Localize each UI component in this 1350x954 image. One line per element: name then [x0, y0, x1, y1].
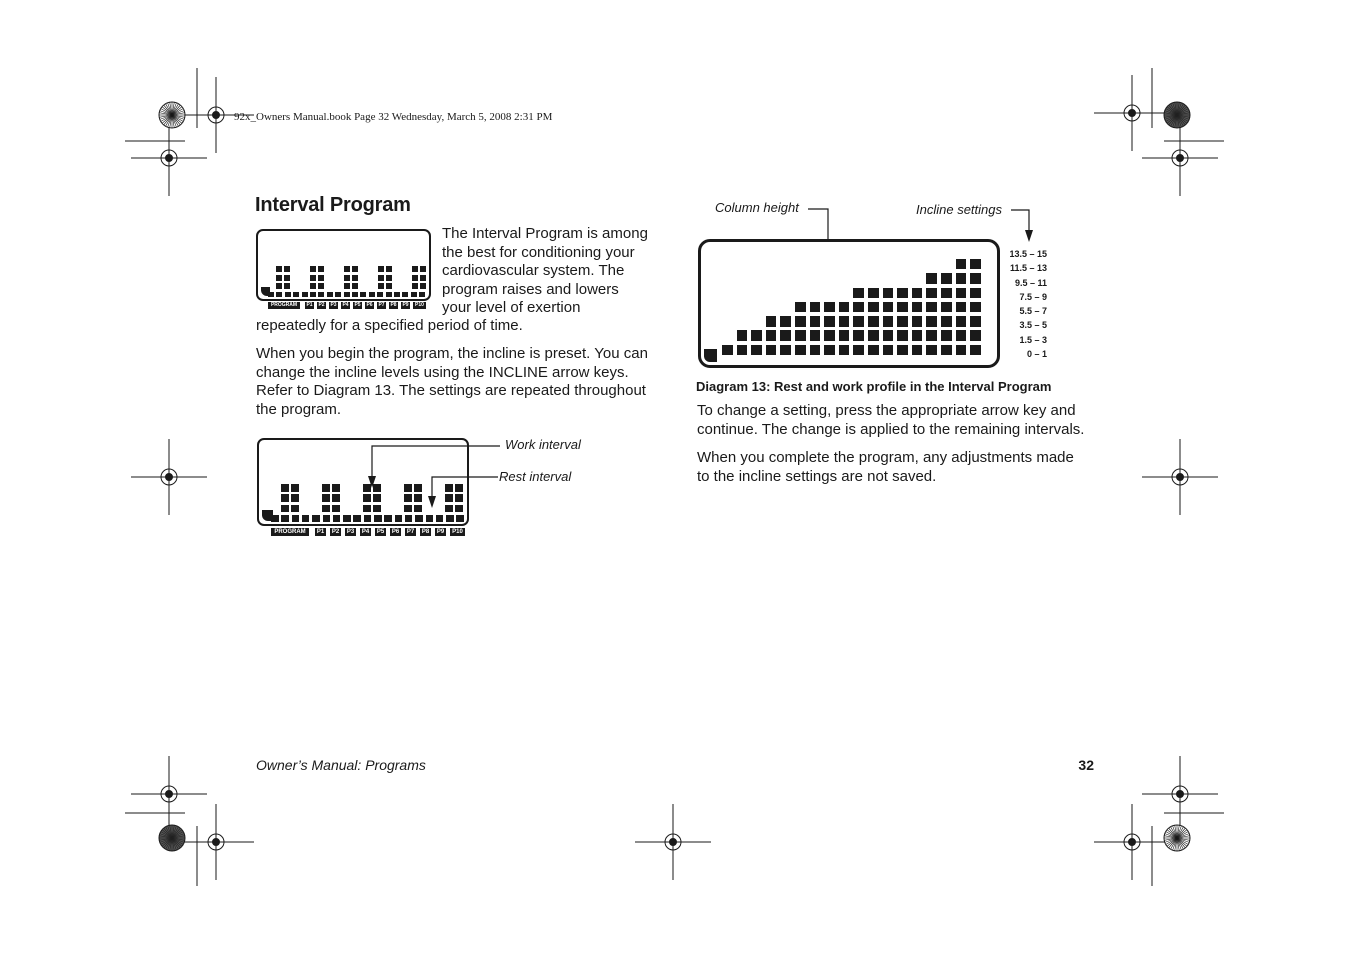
lcd-baseline-cell	[377, 292, 383, 297]
lcd-work-cell	[412, 275, 418, 281]
lcd-baseline-cell	[344, 292, 350, 297]
lcd-work-cell	[386, 266, 392, 272]
profile-column-cell	[912, 330, 923, 341]
crosshair-mark-icon	[131, 756, 207, 832]
profile-column-cell	[912, 316, 923, 327]
rest-interval-label: Rest interval	[499, 469, 572, 484]
intro-line: the best for conditioning your	[442, 243, 635, 261]
lcd-work-cell	[310, 266, 316, 272]
profile-column-cell	[839, 345, 850, 356]
profile-column-cell	[780, 316, 791, 327]
lcd-work-cell	[291, 484, 299, 492]
paragraph-line: the program.	[256, 400, 342, 418]
crosshair-mark-icon	[131, 439, 207, 515]
diagram13-caption: Diagram 13: Rest and work profile in the Interval Program	[696, 379, 1052, 394]
intro-line: program raises and lowers	[442, 280, 619, 298]
lcd-baseline-cell	[386, 292, 392, 297]
profile-column-cell	[970, 259, 981, 270]
lcd-work-cell	[281, 494, 289, 502]
profile-column-cell	[853, 345, 864, 356]
profile-column-cell	[810, 302, 821, 313]
lcd-baseline-cell	[419, 292, 425, 297]
profile-column-cell	[941, 273, 952, 284]
preset-tab-p3: P3	[330, 302, 337, 308]
preset-tab-p5: P5	[376, 529, 385, 535]
lcd-work-cell	[352, 275, 358, 281]
lcd-work-cell	[310, 283, 316, 289]
preset-tab-p9: P9	[402, 302, 409, 308]
profile-column-cell	[853, 316, 864, 327]
starburst-mark-icon	[1164, 102, 1190, 128]
lcd-baseline-cell	[276, 292, 282, 297]
profile-column-cell	[751, 330, 762, 341]
profile-column-cell	[824, 330, 835, 341]
profile-column-cell	[970, 330, 981, 341]
work-interval-label: Work interval	[505, 437, 581, 452]
profile-column-cell	[766, 330, 777, 341]
profile-column-cell	[853, 302, 864, 313]
lcd-work-cell	[318, 283, 324, 289]
lcd-baseline-cell	[352, 292, 358, 297]
book-header-line: 92x_Owners Manual.book Page 32 Wednesday, March 5, 2008 2:31 PM	[234, 111, 553, 123]
profile-column-cell	[941, 302, 952, 313]
crosshair-mark-icon	[178, 804, 254, 880]
lcd-work-cell	[284, 283, 290, 289]
preset-tab-p3: P3	[346, 529, 355, 535]
profile-column-cell	[956, 302, 967, 313]
profile-column-cell	[766, 316, 777, 327]
lcd-work-cell	[291, 505, 299, 513]
profile-column-cell	[795, 316, 806, 327]
preset-tab-p10: P10	[413, 302, 426, 309]
preset-tab-p5: P5	[354, 302, 361, 308]
profile-column-cell	[853, 330, 864, 341]
profile-column-cell	[780, 345, 791, 356]
lcd-work-cell	[291, 494, 299, 502]
program-tab: PROGRAM	[271, 528, 309, 536]
paragraph-line: When you complete the program, any adjustments made	[697, 449, 1074, 466]
lcd-work-cell	[420, 275, 426, 281]
profile-column-cell	[883, 345, 894, 356]
profile-column-cell	[810, 345, 821, 356]
lcd-baseline-cell	[394, 292, 400, 297]
preset-tab-p4: P4	[342, 302, 349, 308]
profile-column-cell	[883, 288, 894, 299]
profile-column-cell	[839, 330, 850, 341]
lcd-work-cell	[281, 505, 289, 513]
incline-scale-label: 13.5 – 15	[1009, 249, 1047, 259]
profile-column-cell	[956, 259, 967, 270]
profile-column-cell	[956, 316, 967, 327]
profile-column-cell	[824, 302, 835, 313]
preset-tab-p9: P9	[436, 529, 445, 535]
profile-column-cell	[941, 316, 952, 327]
lcd-baseline-cell	[302, 515, 310, 522]
profile-column-cell	[868, 330, 879, 341]
crosshair-mark-icon	[635, 804, 711, 880]
preset-tab-p1: P1	[316, 529, 325, 535]
crosshair-mark-icon	[1142, 439, 1218, 515]
incline-scale-label: 7.5 – 9	[1019, 292, 1047, 302]
lcd-work-cell	[420, 266, 426, 272]
lcd-work-cell	[420, 283, 426, 289]
profile-column-cell	[824, 316, 835, 327]
lcd-baseline-cell	[343, 515, 351, 522]
lcd-work-cell	[352, 266, 358, 272]
incline-scale-label: 11.5 – 13	[1009, 263, 1047, 273]
profile-column-cell	[941, 345, 952, 356]
lcd-work-cell	[310, 275, 316, 281]
lcd-baseline-cell	[281, 515, 289, 522]
profile-column-cell	[883, 302, 894, 313]
profile-column-cell	[941, 330, 952, 341]
paragraph-line: To change a setting, press the appropriate arrow key and	[697, 402, 1076, 419]
profile-column-cell	[868, 302, 879, 313]
rest-interval-arrowhead	[428, 496, 436, 508]
profile-column-cell	[839, 316, 850, 327]
interval-callout-arrows	[360, 436, 510, 526]
profile-column-cell	[970, 302, 981, 313]
profile-column-cell	[868, 316, 879, 327]
profile-column-cell	[926, 273, 937, 284]
intro-continued: repeatedly for a specified period of time.	[256, 317, 523, 334]
intro-paragraph	[442, 225, 662, 318]
lcd-work-cell	[386, 283, 392, 289]
lcd-work-cell	[412, 266, 418, 272]
profile-column-cell	[780, 330, 791, 341]
lcd-work-cell	[386, 275, 392, 281]
lcd-work-cell	[352, 283, 358, 289]
preset-tab-p6: P6	[391, 529, 400, 535]
lcd-work-cell	[344, 266, 350, 272]
profile-column-cell	[956, 345, 967, 356]
rest-work-profile-display	[698, 239, 1000, 368]
profile-column-cell	[868, 345, 879, 356]
paragraph-line: change the incline levels using the INCLINE arrow keys.	[256, 363, 629, 381]
page-title: Interval Program	[255, 194, 411, 216]
lcd-work-cell	[318, 266, 324, 272]
crosshair-mark-icon	[1142, 120, 1218, 196]
preset-tab-p7: P7	[378, 302, 385, 308]
lcd-baseline-cell	[318, 292, 324, 297]
lcd-work-cell	[322, 484, 330, 492]
lcd-work-cell	[281, 484, 289, 492]
profile-column-cell	[795, 330, 806, 341]
profile-column-cell	[970, 345, 981, 356]
preset-tab-p6: P6	[366, 302, 373, 308]
profile-column-cell	[926, 302, 937, 313]
preset-tab-p7: P7	[406, 529, 415, 535]
lcd-baseline-cell	[402, 292, 408, 297]
profile-column-cell	[926, 345, 937, 356]
profile-column-cell	[941, 288, 952, 299]
lcd-baseline-cell	[271, 515, 279, 522]
lcd-work-cell	[332, 505, 340, 513]
lcd-work-cell	[332, 484, 340, 492]
profile-column-cell	[956, 330, 967, 341]
preset-tab-p4: P4	[361, 529, 370, 535]
lcd-baseline-cell	[360, 292, 366, 297]
lcd-baseline-cell	[335, 292, 341, 297]
interval-display-thumbnail	[256, 229, 431, 301]
preset-tab-p8: P8	[421, 529, 430, 535]
intro-line: cardiovascular system. The	[442, 262, 625, 279]
paragraph-line: Refer to Diagram 13. The settings are repeated throughout	[256, 382, 646, 399]
profile-column-cell	[926, 316, 937, 327]
preset-tab-p8: P8	[390, 302, 397, 308]
profile-column-cell	[970, 316, 981, 327]
crosshair-mark-icon	[1094, 75, 1170, 151]
paragraph-line: When you begin the program, the incline is preset. You can	[256, 345, 648, 362]
profile-column-cell	[897, 302, 908, 313]
profile-column-cell	[810, 330, 821, 341]
profile-column-cell	[912, 345, 923, 356]
profile-column-cell	[766, 345, 777, 356]
lcd-baseline-cell	[310, 292, 316, 297]
profile-column-cell	[970, 288, 981, 299]
profile-column-cell	[897, 316, 908, 327]
lcd-baseline-cell	[327, 292, 333, 297]
change-setting-paragraph	[697, 402, 1117, 439]
profile-column-cell	[737, 345, 748, 356]
intro-line: your level of exertion	[442, 299, 581, 316]
lcd-work-cell	[344, 275, 350, 281]
incline-scale-label: 3.5 – 5	[1019, 320, 1047, 330]
lcd-baseline-cell	[268, 292, 274, 297]
crosshair-mark-icon	[1094, 804, 1170, 880]
crosshair-mark-icon	[131, 120, 207, 196]
lcd-work-cell	[378, 283, 384, 289]
profile-column-cell	[912, 288, 923, 299]
profile-column-cell	[883, 330, 894, 341]
lcd-work-cell	[412, 283, 418, 289]
column-height-label: Column height	[715, 200, 799, 215]
starburst-mark-icon	[159, 825, 185, 851]
profile-column-cell	[795, 302, 806, 313]
lcd-baseline-cell	[285, 292, 291, 297]
profile-column-cell	[912, 302, 923, 313]
profile-column-cell	[795, 345, 806, 356]
starburst-mark-icon	[1164, 825, 1190, 851]
profile-column-cell	[926, 288, 937, 299]
incline-scale-label: 5.5 – 7	[1019, 306, 1047, 316]
incline-preset-paragraph	[256, 345, 666, 419]
lcd-work-cell	[276, 275, 282, 281]
lcd-baseline-cell	[293, 292, 299, 297]
lcd-work-cell	[284, 266, 290, 272]
lcd-baseline-cell	[369, 292, 375, 297]
incline-scale-label: 0 – 1	[1026, 349, 1047, 359]
preset-tab-p1: P1	[306, 302, 313, 308]
lcd-baseline-cell	[312, 515, 320, 522]
starburst-mark-icon	[159, 102, 185, 128]
profile-column-cell	[722, 345, 733, 356]
profile-column-cell	[956, 273, 967, 284]
profile-column-cell	[897, 288, 908, 299]
profile-column-cell	[926, 330, 937, 341]
lcd-work-cell	[318, 275, 324, 281]
intro-line: The Interval Program is among	[442, 225, 648, 242]
preset-tab-p2: P2	[318, 302, 325, 308]
work-interval-arrowhead	[368, 476, 376, 488]
lcd-work-cell	[276, 266, 282, 272]
paragraph-line: to the incline settings are not saved.	[697, 467, 937, 485]
incline-scale-label: 9.5 – 11	[1014, 278, 1047, 288]
lcd-baseline-cell	[411, 292, 417, 297]
profile-column-cell	[839, 302, 850, 313]
incline-settings-label: Incline settings	[916, 202, 1002, 217]
profile-column-cell	[883, 316, 894, 327]
profile-column-cell	[737, 330, 748, 341]
lcd-work-cell	[276, 283, 282, 289]
profile-column-cell	[897, 345, 908, 356]
preset-tab-p10: P10	[450, 528, 465, 536]
lcd-work-cell	[332, 494, 340, 502]
profile-column-cell	[810, 316, 821, 327]
profile-column-cell	[868, 288, 879, 299]
lcd-work-cell	[322, 505, 330, 513]
lcd-work-cell	[378, 266, 384, 272]
lcd-baseline-cell	[323, 515, 331, 522]
lcd-corner-segment	[704, 349, 717, 362]
paragraph-line: continue. The change is applied to the remaining intervals.	[697, 420, 1085, 438]
profile-column-cell	[970, 273, 981, 284]
profile-column-cell	[853, 288, 864, 299]
preset-tab-p2: P2	[331, 529, 340, 535]
lcd-work-cell	[378, 275, 384, 281]
profile-column-cell	[751, 345, 762, 356]
lcd-work-cell	[284, 275, 290, 281]
lcd-work-cell	[344, 283, 350, 289]
lcd-baseline-cell	[292, 515, 300, 522]
program-tab: PROGRAM	[268, 302, 300, 309]
profile-column-cell	[897, 330, 908, 341]
incline-settings-arrowhead	[1025, 230, 1033, 242]
crosshair-mark-icon	[1142, 756, 1218, 832]
footer-section-name: Owner’s Manual: Programs	[256, 757, 426, 773]
lcd-baseline-cell	[333, 515, 341, 522]
profile-column-cell	[956, 288, 967, 299]
profile-column-cell	[824, 345, 835, 356]
adjustments-paragraph	[697, 449, 1117, 486]
incline-scale-label: 1.5 – 3	[1019, 335, 1047, 345]
lcd-baseline-cell	[302, 292, 308, 297]
page-number: 32	[1078, 757, 1094, 773]
lcd-work-cell	[322, 494, 330, 502]
